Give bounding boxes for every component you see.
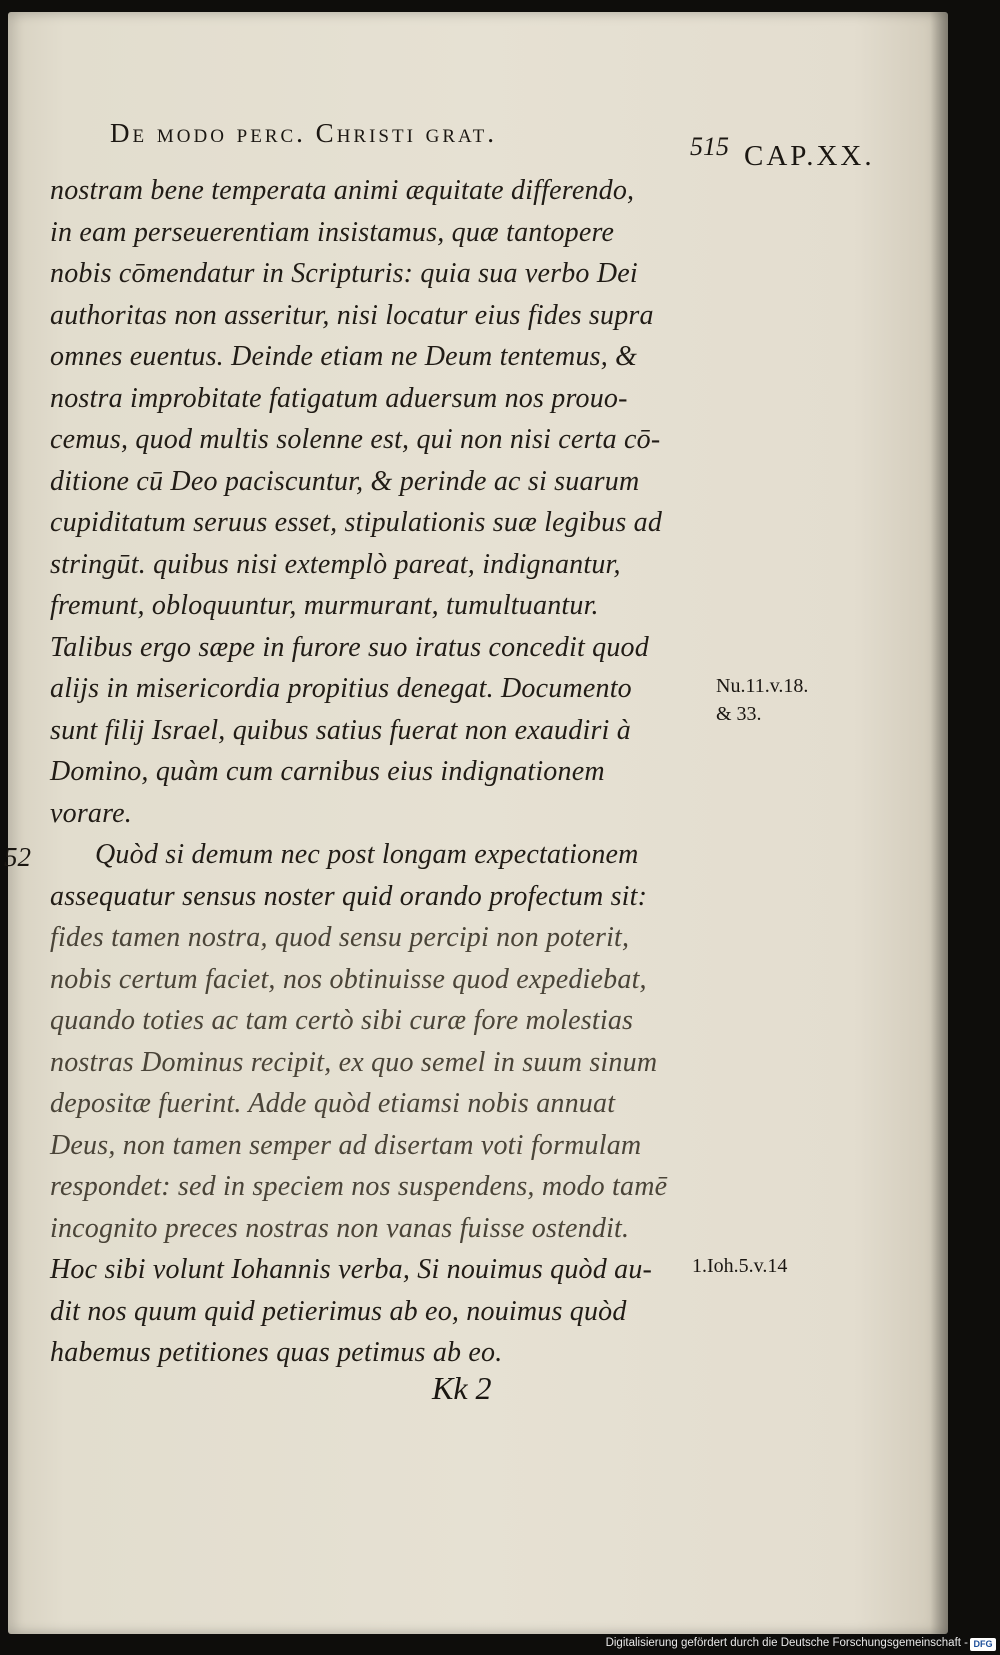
text-line: cemus, quod multis solenne est, qui non nisi certa cō- (50, 424, 661, 455)
text-line: respondet: sed in speciem nos suspendens, modo tamē (50, 1171, 668, 1202)
margin-note-numbers (716, 672, 808, 728)
text-line: cupiditatum seruus esset, stipulationis suæ legibus ad (50, 507, 663, 538)
text-line: ditione cū Deo paciscuntur, & perinde ac si suarum (50, 465, 640, 497)
text-line: nostra improbitate fatigatum aduersum nos prouo- (50, 382, 628, 414)
text-line: depositæ fuerint. Adde quòd etiamsi nobis annuat (50, 1088, 616, 1119)
text-line: in eam perseuerentiam insistamus, quæ tantopere (50, 216, 615, 248)
paragraph-start-line: Quòd si demum nec post longam expectationem (95, 839, 639, 870)
text-line: Domino, quàm cum carnibus eius indignationem (50, 756, 605, 787)
margin-note-john: 1.Ioh.5.v.14 (692, 1255, 788, 1277)
body-text (50, 170, 740, 1374)
margin-note-line: Nu.11.v.18. (716, 675, 809, 697)
text-line: incognito preces nostras non vanas fuisse ostendit. (50, 1212, 630, 1244)
text-line: habemus petitiones quas petimus ab eo. (50, 1337, 503, 1368)
text-line: alijs in misericordia propitius denegat. Documento (50, 673, 632, 704)
text-line: authoritas non asseritur, nisi locatur eius fides supra (50, 299, 654, 331)
text-line: dit nos quum quid petierimus ab eo, nouimus quòd (50, 1295, 627, 1327)
footer-credit: Digitalisierung gefördert durch die Deutsche Forschungsgemeinschaft - (605, 1637, 968, 1649)
margin-note-line: & 33. (716, 703, 762, 725)
text-line: stringūt. quibus nisi extemplò pareat, indignantur, (50, 548, 621, 580)
text-line: Talibus ergo sæpe in furore suo iratus concedit quod (50, 631, 649, 663)
text-line: nostram bene temperata animi æquitate differendo, (50, 175, 635, 206)
dfg-logo: DFG (970, 1638, 996, 1651)
chapter-heading: CAP.XX. (744, 140, 875, 172)
page-edge-shadow (930, 12, 948, 1634)
text-line: fremunt, obloquuntur, murmurant, tumultuantur. (50, 590, 599, 621)
section-number: 52 (4, 842, 31, 872)
text-line: omnes euentus. Deinde etiam ne Deum tentemus, & (50, 341, 638, 372)
text-line: sunt filij Israel, quibus satius fuerat non exaudiri à (50, 714, 631, 746)
text-line: nobis certum faciet, nos obtinuisse quod expediebat, (50, 963, 647, 995)
text-line: Deus, non tamen semper ad disertam voti formulam (50, 1129, 642, 1161)
running-head: De modo perc. Christi grat. (110, 118, 498, 148)
text-line: Hoc sibi volunt Iohannis verba, Si nouimus quòd au- (50, 1254, 653, 1285)
text-line: vorare. (50, 797, 133, 829)
page-number: 515 (690, 132, 729, 161)
text-line: quando toties ac tam certò sibi curæ fore molestias (50, 1005, 634, 1036)
text-line: nobis cōmendatur in Scripturis: quia sua verbo Dei (50, 258, 638, 289)
signature-mark: Kk 2 (432, 1370, 492, 1406)
text-line: assequatur sensus noster quid orando profectum sit: (50, 880, 648, 912)
text-line: nostras Dominus recipit, ex quo semel in suum sinum (50, 1046, 658, 1078)
text-line: fides tamen nostra, quod sensu percipi non poterit, (50, 922, 630, 953)
